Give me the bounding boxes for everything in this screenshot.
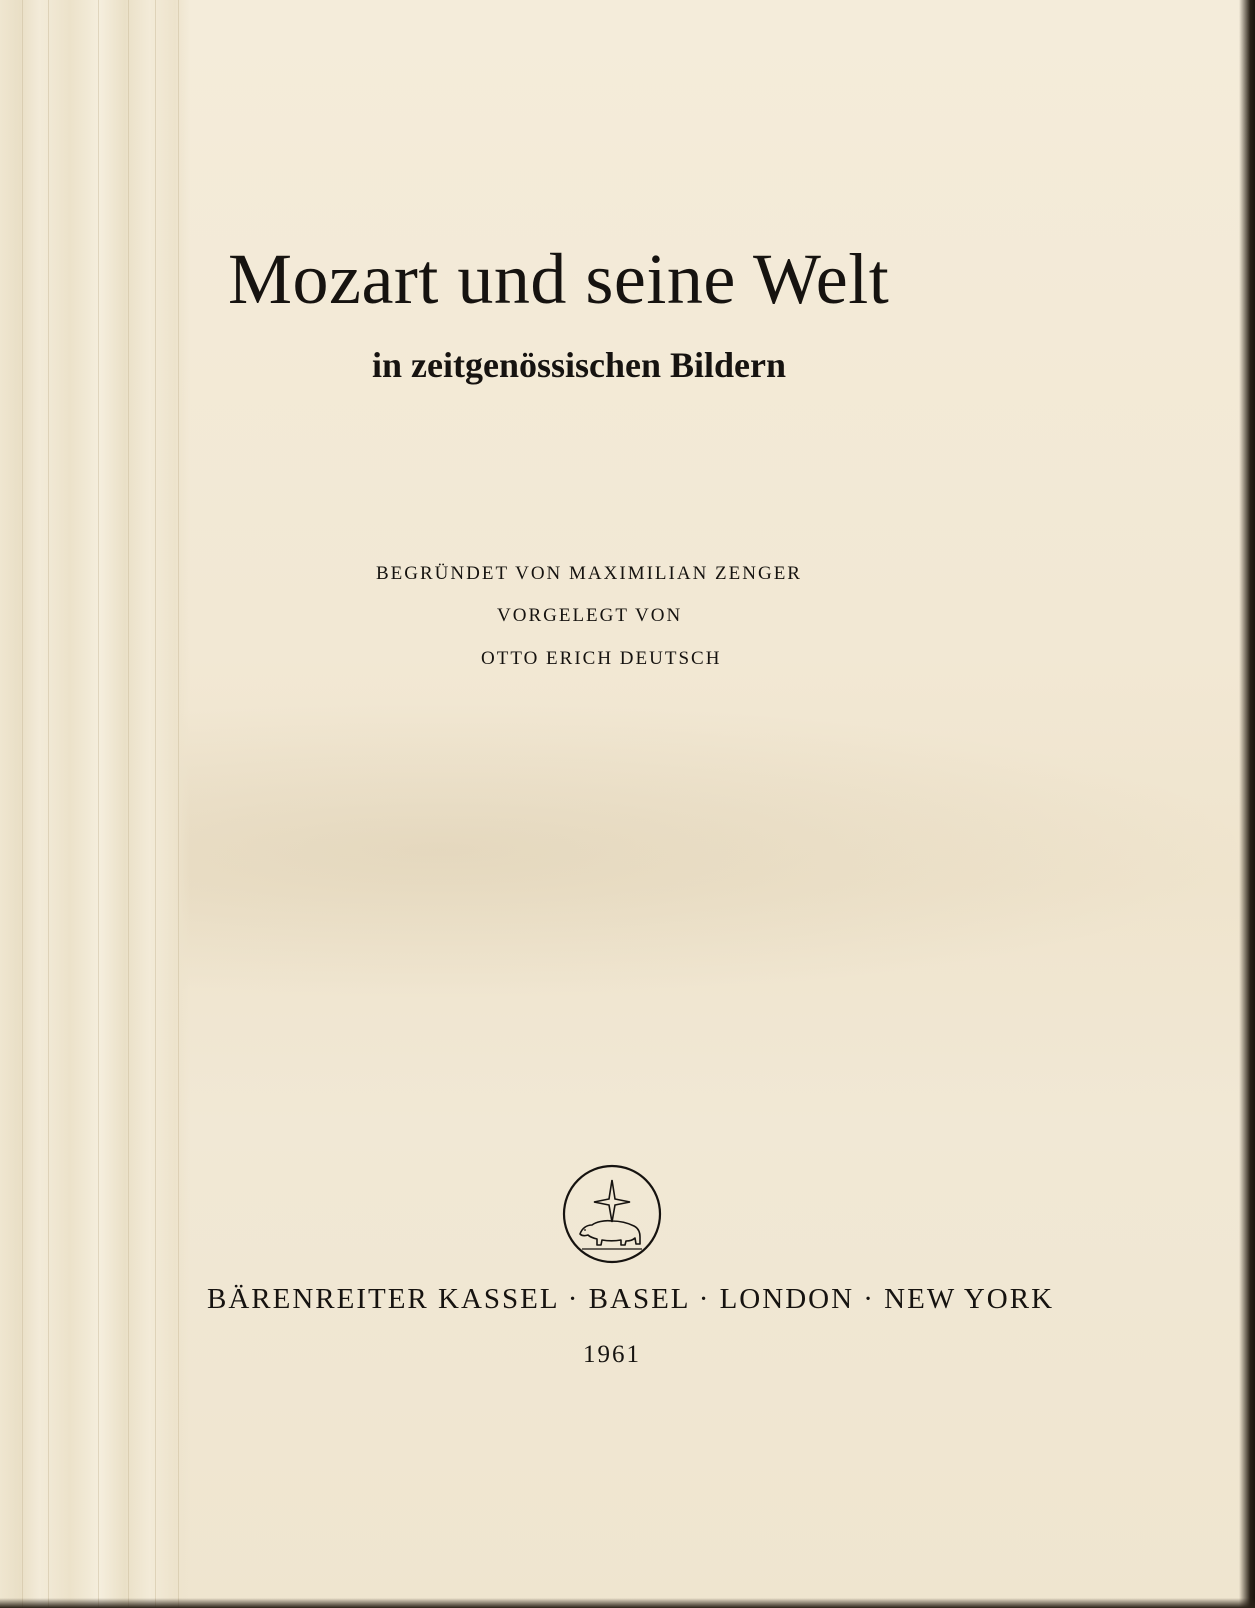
binding-spine [0, 0, 190, 1608]
spine-line [48, 0, 49, 1608]
publication-year: 1961 [583, 1341, 641, 1368]
credit-line-editor: OTTO ERICH DEUTSCH [481, 648, 722, 669]
credit-line-founder: BEGRÜNDET VON MAXIMILIAN ZENGER [376, 563, 802, 584]
spine-line [128, 0, 129, 1608]
page-edge-right [1239, 0, 1255, 1608]
bear-star-publisher-mark-icon [560, 1162, 664, 1266]
publisher-imprint: BÄRENREITER KASSEL · BASEL · LONDON · NEW YORK [207, 1283, 1055, 1315]
page-edge-bottom [0, 1598, 1255, 1608]
spine-line [22, 0, 23, 1608]
spine-line [155, 0, 156, 1608]
credit-line-presented-by: VORGELEGT VON [497, 605, 683, 626]
book-title: Mozart und seine Welt [228, 239, 890, 319]
spine-line [98, 0, 99, 1608]
book-subtitle: in zeitgenössischen Bildern [372, 345, 787, 385]
spine-line [178, 0, 179, 1608]
